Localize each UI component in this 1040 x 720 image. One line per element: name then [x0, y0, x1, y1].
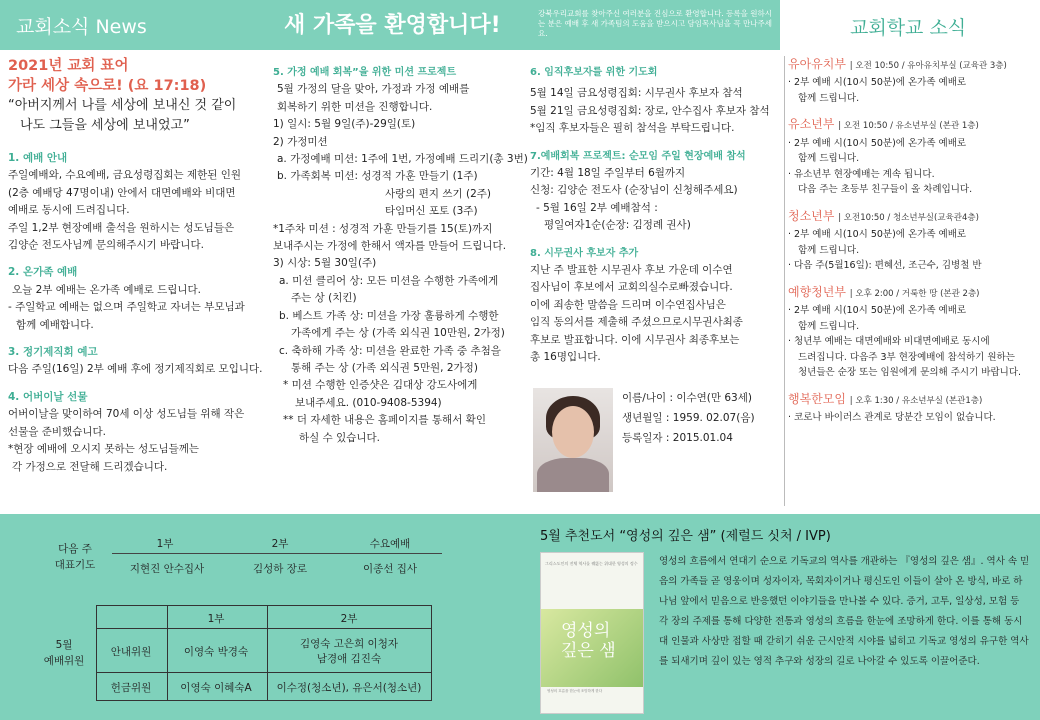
section-title: 6. 임직후보자를 위한 기도회 — [530, 67, 658, 78]
text-line: 보내주세요. (010-9408-5394) — [295, 396, 442, 409]
welcome-note: 강북우리교회를 찾아주신 여러분을 진심으로 환영합니다. 등록을 원하시는 분은 예배 후 새 가족팀의 도움을 받으시고 담임목사님을 꼭 만나주세요. — [538, 9, 773, 38]
text-line: 2) 가정미션 — [273, 135, 328, 148]
servers-value: 이영숙 박경숙 — [183, 646, 249, 658]
text-line: 선물을 준비했습니다. — [8, 425, 106, 438]
group-title: 예향청년부 | 오후 2:00 / 거룩한 땅 (본관 2층) — [788, 284, 980, 299]
book-cover — [540, 552, 644, 714]
text-line: 예배로 동시에 드려집니다. — [8, 204, 130, 217]
text-line: 후보로 발표합니다. 이에 시무권사 최종후보는 — [530, 333, 740, 346]
header-right — [780, 0, 1040, 50]
text-line: 함께 드립니다. — [798, 92, 860, 104]
text-line: 3) 시상: 5월 30일(주) — [273, 257, 377, 270]
text-line: 드려집니다. 다음주 3부 현장예배에 참석하기 원하는 — [798, 351, 1015, 363]
text-line: 함께 드립니다. — [798, 153, 860, 165]
motto: 가라 세상 속으로! (요 17:18) — [8, 78, 207, 94]
group-info: 오전10:50 / 청소년부실(교육관4층) — [843, 212, 979, 223]
group-title: 유소년부 | 오전 10:50 / 유소년부실 (본관 1층) — [788, 117, 979, 132]
group-info: 오전 10:50 / 유아유치부실 (교육관 3층) — [855, 61, 1007, 71]
text-line: 주일예배와, 수요예배, 금요성령집회는 제한된 인원 — [8, 169, 242, 182]
section-title: 3. 정기제직회 예고 — [8, 346, 98, 359]
book-description: 영성의 흐름에서 연대기 순으로 기독교의 역사를 개관하는 『영성의 깊은 샘』. 역사 속 믿음의 가족들 곧 영웅이며 성자이자, 목회자이거나 평신도인 이들이 살아 온 방식, 바로 하나님 앞에서 믿음으로 반응했던 이야기들을 만나볼 수 있다. 증거, 고투, 일상성, 모험 등 각 장의 주제를 통해 다양한 전통과 영성의 흐름을 한눈에 조망하게 한다. 이를 통해 동시대 인물과 사상만 접할 때 갇히기 쉬운 근시안적 시야를 넓히고 기독교 영성의 유구한 역사를 되새기며 깊이 있는 영적 추구와 성장의 길로 나아갈 수 있도록 이끌어준다. — [659, 556, 1030, 667]
group-name: 유소년부 — [788, 117, 835, 132]
motto-year: 2021년 교회 표어 — [8, 58, 129, 74]
text-line: 다음 주는 초등부 친구들이 올 차례입니다. — [798, 184, 973, 196]
news-title: 교회소식 News — [16, 16, 147, 38]
candidate-name: 이름/나이 : 이수연(만 63세) — [622, 392, 752, 404]
group-info: 오전 10:50 / 유소년부실 (본관 1층) — [843, 121, 979, 132]
text-line: 임직 동의서를 제출해 주셨으므로시무권사최종 — [530, 316, 743, 329]
text-line: - 5월 16일 2부 예배참석 : — [536, 201, 658, 214]
text-line: 오늘 2부 예배는 온가족 예배로 드립니다. — [12, 283, 201, 296]
candidate-info — [622, 388, 755, 448]
text-line: 사랑의 편지 쓰기 (2주) — [385, 187, 492, 200]
header-left — [0, 0, 250, 50]
text-line: 기간: 4월 18일 주일부터 6월까지 — [530, 167, 686, 180]
text-line: 집사님이 후보에서 교회의실수로빠졌습니다. — [530, 281, 733, 294]
school-news-title: 교회학교 소식 — [850, 17, 967, 39]
text-line: 이에 죄송한 말씀을 드리며 이수연집사님은 — [530, 298, 726, 311]
column-ordination — [530, 64, 780, 367]
book-cover-title: 영성의 — [561, 621, 611, 641]
text-line: 1) 일시: 5월 9일(주)-29일(토) — [273, 118, 416, 131]
text-line: 각 가정으로 전달해 드리겠습니다. — [12, 460, 168, 473]
text-line: b. 베스트 가족 상: 미션을 가장 훌륭하게 수행한 — [279, 309, 499, 322]
text-line: 청년들은 순장 또는 임원에게 문의해 주시기 바랍니다. — [798, 367, 1022, 379]
prayer-header: 1부 — [156, 538, 174, 550]
candidate-registration: 등록일자 : 2015.01.04 — [622, 432, 733, 444]
text-line: a. 미션 클리어 상: 모든 미션을 수행한 가족에게 — [279, 274, 499, 287]
section-title: 7.예배회복 프로젝트: 순모임 주일 현장예배 참석 — [530, 150, 746, 162]
text-line: 주일 1,2부 현장예배 출석을 원하시는 성도님들은 — [8, 221, 235, 234]
text-line: 통해 주는 상 (가족 외식권 5만원, 2가정) — [291, 361, 478, 374]
column-divider — [784, 56, 785, 506]
text-line: ** 더 자세한 내용은 홈페이지를 통해서 확인 — [283, 414, 486, 427]
servers-header: 1부 — [207, 613, 225, 625]
text-line: c. 축하해 가족 상: 미션을 완료한 가족 중 추첨을 — [279, 344, 501, 357]
text-line: · 청년부 예배는 대면예배와 비대면예배로 동시에 — [788, 336, 990, 348]
prayer-header: 수요예배 — [369, 538, 411, 550]
text-line: · 2부 예배 시(10시 50분)에 온가족 예배로 — [788, 305, 967, 317]
text-line: *1주차 미션 : 성경적 가훈 만들기를 15(토)까지 — [273, 222, 493, 235]
text-line: a. 가정예배 미션: 1주에 1번, 가정예배 드리기(총 3번) — [277, 153, 528, 166]
servers-label-line: 예배위원 — [43, 655, 85, 667]
group-title: 행복한모임 | 오후 1:30 / 유소년부실 (본관1층) — [788, 391, 983, 406]
text-line: *현장 예배에 오시지 못하는 성도님들께는 — [8, 443, 200, 456]
welcome-title: 새 가족을 환영합니다! — [284, 13, 501, 38]
text-line: 5월 21일 금요성령집회: 장로, 안수집사 후보자 참석 — [530, 104, 770, 117]
text-line: * 미션 수행한 인증샷은 김대상 강도사에게 — [283, 379, 478, 392]
text-line: · 다음 주(5월16일): 편혜선, 조근수, 김병철 반 — [788, 260, 982, 272]
group-name: 유아유치부 — [788, 57, 846, 71]
section-title: 8. 시무권사 후보자 추가 — [530, 247, 639, 259]
book-heading: 5월 추천도서 “영성의 깊은 샘” (제럴드 싯처 / IVP) — [540, 529, 831, 544]
text-line: - 주일학교 예배는 없으며 주일학교 자녀는 부모님과 — [8, 301, 245, 314]
text-line: b. 가족회복 미션: 성경적 가훈 만들기 (1주) — [277, 170, 478, 183]
section-title: 5. 가정 예배 회복”을 위한 미션 프로젝트 — [273, 67, 457, 78]
servers-value: 이영숙 이혜숙A — [180, 682, 252, 694]
prayer-label-line: 다음 주 — [58, 543, 92, 555]
text-line: 보내주시는 가정에 한해서 액자를 만들어 드립니다. — [273, 240, 507, 253]
prayer-value: 김성하 장로 — [252, 563, 308, 575]
text-line: · 2부 예배 시(10시 50분)에 온가족 예배로 — [788, 137, 967, 149]
group-info: 오후 2:00 / 거룩한 땅 (본관 2층) — [855, 288, 980, 299]
prayer-value: 지현진 안수집사 — [129, 563, 205, 575]
prayer-label-line: 대표기도 — [54, 559, 96, 571]
group-title: 청소년부 | 오전10:50 / 청소년부실(교육관4층) — [788, 208, 979, 223]
text-line: · 코로나 바이러스 관계로 당분간 모임이 없습니다. — [788, 412, 996, 424]
text-line: *임직 후보자들은 필히 참석을 부탁드립니다. — [530, 122, 735, 135]
text-line: 함께 예배합니다. — [16, 318, 94, 331]
servers-row-label: 헌금위원 — [110, 682, 152, 694]
text-line: 총 16명입니다. — [530, 351, 601, 364]
group-name: 청소년부 — [788, 208, 835, 223]
text-line: 신청: 김양순 전도사 (순장님이 신청해주세요) — [530, 184, 738, 197]
servers-value: 이수정(청소년), 유은서(청소년) — [276, 682, 422, 694]
group-name: 행복한모임 — [788, 391, 846, 406]
servers-value: 남경애 김진숙 — [316, 653, 382, 665]
text-line: 김양순 전도사님께 문의해주시기 바랍니다. — [8, 239, 204, 252]
verse-line-2: 나도 그들을 세상에 보내었고” — [20, 118, 190, 133]
text-line: 지난 주 발표한 시무권사 후보 가운데 이수연 — [530, 264, 733, 277]
text-line: 주는 상 (치킨) — [291, 292, 357, 305]
text-line: 평일여자1순(순장: 김정례 권사) — [544, 219, 691, 232]
section-title: 4. 어버이날 선물 — [8, 390, 88, 403]
text-line: · 2부 예배 시(10시 50분)에 온가족 예배로 — [788, 229, 967, 241]
prayer-label — [40, 541, 110, 573]
servers-row-label: 안내위원 — [110, 646, 152, 658]
text-line: · 유소년부 현장예배는 계속 됩니다. — [788, 168, 935, 180]
section-title: 2. 온가족 예배 — [8, 266, 78, 279]
text-line: 다음 주일(16일) 2부 예배 후에 정기제직회로 모입니다. — [8, 363, 263, 376]
prayer-header: 2부 — [271, 538, 289, 550]
column-church-news — [8, 56, 263, 476]
prayer-value: 이종선 집사 — [362, 563, 418, 575]
book-cover-foot: 영성의 흐름을 한눈에 조망하게 한다 — [547, 689, 603, 693]
servers-label-line: 5월 — [55, 639, 73, 651]
text-line: 회복하기 위한 미션을 진행합니다. — [277, 100, 433, 113]
text-line: 5월 가정의 달을 맞아, 가정과 가정 예배를 — [277, 83, 470, 96]
candidate-photo — [533, 388, 613, 492]
column-family-mission — [273, 64, 528, 447]
book-cover-top: 그리스도인의 전체 역사를 꿰뚫는 위대한 영성의 정수 — [545, 561, 638, 566]
servers-value: 김영숙 고은희 이청자 — [300, 638, 398, 650]
group-name: 예향청년부 — [788, 284, 846, 299]
text-line: 어버이날을 맞이하여 70세 이상 성도님들 위해 작은 — [8, 408, 245, 421]
text-line: · 2부 예배 시(10시 50분)에 온가족 예배로 — [788, 77, 967, 89]
text-line: 함께 드립니다. — [798, 244, 860, 256]
text-line: 타임머신 포토 (3주) — [385, 205, 478, 218]
group-info: 오후 1:30 / 유소년부실 (본관1층) — [855, 395, 983, 406]
group-title: 유아유치부 | 오전 10:50 / 유아유치부실 (교육관 3층) — [788, 57, 1007, 71]
text-line: 함께 드립니다. — [798, 320, 860, 332]
text-line: (2층 예배당 47명이내) 안에서 대면예배와 비대면 — [8, 186, 236, 199]
candidate-birth: 생년월일 : 1959. 02.07(음) — [622, 412, 755, 424]
verse-line-1: “아버지께서 나를 세상에 보내신 것 같이 — [8, 98, 237, 113]
header-center — [250, 0, 780, 50]
book-cover-title: 깊은 샘 — [561, 641, 616, 661]
text-line: 5월 14일 금요성령집회: 시무권사 후보자 참석 — [530, 87, 743, 100]
text-line: 하실 수 있습니다. — [299, 431, 381, 444]
table-rule — [112, 553, 442, 554]
section-title: 1. 예배 안내 — [8, 152, 68, 164]
servers-label — [36, 637, 92, 669]
servers-header: 2부 — [340, 613, 358, 625]
column-school-news — [788, 56, 1038, 426]
text-line: 가족에게 주는 상 (가족 외식권 10만원, 2가정) — [291, 327, 505, 340]
